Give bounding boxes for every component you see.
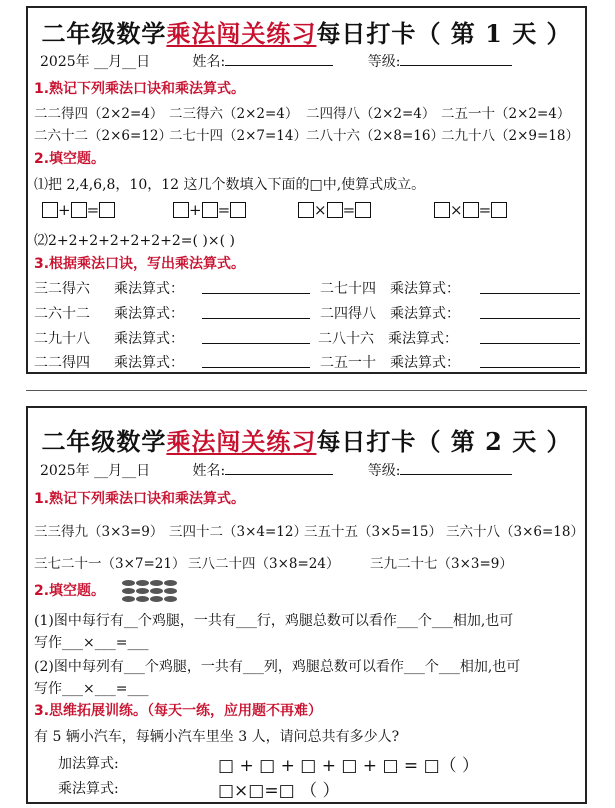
formula-item: 三八二十四（3×8=24） [188,556,340,572]
section3-heading: 3.思维拓展训练。（每天一练，应用题不再难） [34,703,323,719]
day1-title [28,14,585,49]
op-sign: = [342,201,356,219]
drumstick-icon [150,596,163,602]
formula-item: 三七二十一（3×7=21） [34,556,186,572]
answer-blank[interactable] [480,352,580,368]
info-row [40,51,512,71]
drumstick-icon [164,596,177,602]
date-field[interactable]: 2025年 __月__日 [40,463,151,479]
grade-blank[interactable] [400,65,512,66]
answer-label: 乘法算式： [114,355,184,371]
formula-item: 三三得九（3×3=9） [34,524,164,540]
drumstick-icon [122,580,135,586]
answer-box[interactable] [71,202,87,218]
answer-box[interactable] [355,202,371,218]
answer-box[interactable] [298,202,314,218]
answer-box[interactable] [202,202,218,218]
section2-heading: 2.填空题。 [34,583,106,599]
name-label: 姓名: [192,463,226,479]
drumstick-icon [150,580,163,586]
formula-item: 二四得八（2×2=4） [306,106,436,122]
answer-blank[interactable] [202,352,310,368]
op-sign: = [478,201,492,219]
answer-box[interactable] [327,202,343,218]
drumstick-icon [122,588,135,594]
title-highlight: 乘法闯关练习 [166,427,317,456]
formula-item: 二六十二（2×6=12） [34,128,172,144]
addition-label: 加法算式: [58,756,119,772]
title-prefix: 二年级数学 [41,427,167,456]
answer-box[interactable] [230,202,246,218]
rhyme-text: 二六十二 [34,306,90,322]
info-row [40,460,512,480]
formula-item: 三四十二（3×4=12） [169,524,307,540]
answer-blank[interactable] [202,278,310,294]
formula-item: 三六十八（3×6=18） [446,524,584,540]
answer-box[interactable] [434,202,450,218]
formula-item: 二二得四（2×2=4） [34,106,164,122]
formula-item: 三五十五（3×5=15） [304,524,442,540]
question1-text: ⑴把 2,4,6,8，10，12 这几个数填入下面的□中,使算式成立。 [34,177,426,193]
formula-item: 三九二十七（3×3=9） [370,556,513,572]
answer-label: 乘法算式： [390,306,460,322]
name-label: 姓名: [192,54,226,70]
equation-3 [298,201,371,219]
rhyme-text: 三二得六 [34,281,90,297]
op-sign: = [86,201,100,219]
answer-blank[interactable] [202,303,310,319]
grade-label: 等级: [367,54,401,70]
name-blank[interactable] [225,65,333,66]
answer-box[interactable] [463,202,479,218]
answer-blank[interactable] [202,328,310,344]
answer-blank[interactable] [480,278,580,294]
drumstick-picture [122,578,182,604]
equation-2 [173,201,246,219]
answer-label: 乘法算式： [390,281,460,297]
op-sign: + [58,201,71,219]
answer-label: 乘法算式： [114,331,184,347]
answer-box[interactable] [173,202,189,218]
formula-item: 二三得六（2×2=4） [169,106,299,122]
drumstick-icon [136,588,149,594]
title-suffix: 每日打卡 [316,19,417,48]
rhyme-text: 二二得四 [34,355,90,371]
answer-label: 乘法算式： [390,355,460,371]
drumstick-icon [164,588,177,594]
answer-blank[interactable] [480,328,580,344]
question2-line2: 写作___×___=___ [34,681,149,697]
title-suffix: 每日打卡 [316,427,417,456]
day1-card [26,6,587,374]
formula-item: 二九十八（2×9=18） [441,128,579,144]
equation-1 [42,201,115,219]
grade-label: 等级: [367,463,401,479]
day2-card [26,406,587,804]
question2-line1: (2)图中每列有___个鸡腿，一共有___列，鸡腿总数可以看作___个___相加,也可 [34,659,521,675]
answer-label: 乘法算式： [114,306,184,322]
rhyme-text: 二五一十 [320,355,376,371]
name-blank[interactable] [225,474,333,475]
drumstick-icon [136,596,149,602]
equation-4 [434,201,507,219]
section1-heading: 1.熟记下列乘法口诀和乘法算式。 [34,491,246,507]
addition-expression[interactable]: □ + □ + □ + □ + □ = □（ ） [218,756,480,776]
answer-box[interactable] [99,202,115,218]
rhyme-text: 二四得八 [320,306,376,322]
grade-blank[interactable] [400,474,512,475]
op-sign: × [314,201,327,219]
word-problem: 有 5 辆小汽车，每辆小汽车里坐 3 人，请问总共有多少人? [34,729,400,745]
rhyme-text: 二八十六 [318,331,374,347]
multiplication-label: 乘法算式: [58,781,119,797]
question1-line1: (1)图中每行有__个鸡腿，一共有___行，鸡腿总数可以看作___个___相加,也可 [34,613,514,629]
formula-item: 二五一十（2×2=4） [441,106,571,122]
answer-label: 乘法算式： [388,331,458,347]
title-day: （ 第 2 天 ） [416,427,572,456]
answer-blank[interactable] [480,303,580,319]
formula-item: 二七十四（2×7=14） [169,128,307,144]
drumstick-icon [164,580,177,586]
title-prefix: 二年级数学 [41,19,167,48]
op-sign: × [450,201,463,219]
title-highlight: 乘法闯关练习 [166,19,317,48]
answer-box[interactable] [491,202,507,218]
answer-label: 乘法算式： [114,281,184,297]
section1-heading: 1.熟记下列乘法口诀和乘法算式。 [34,81,246,97]
section3-heading: 3.根据乘法口诀，写出乘法算式。 [34,256,246,272]
answer-box[interactable] [42,202,58,218]
section2-heading: 2.填空题。 [34,151,106,167]
rhyme-text: 二九十八 [34,331,90,347]
rhyme-text: 二七十四 [320,281,376,297]
formula-item: 二八十六（2×8=16） [306,128,444,144]
drumstick-icon [150,588,163,594]
question2-text: ⑵2+2+2+2+2+2+2=( )×( ) [34,233,235,249]
question1-line2: 写作___×___=___ [34,635,149,651]
drumstick-icon [136,580,149,586]
op-sign: = [217,201,231,219]
op-sign: + [189,201,202,219]
multiplication-expression[interactable]: □×□=□ （ ） [218,781,340,801]
title-day: （ 第 1 天 ） [416,19,572,48]
date-field[interactable]: 2025年 __月__日 [40,54,151,70]
page-divider [26,390,587,391]
drumstick-icon [122,596,135,602]
day2-title [28,422,585,457]
